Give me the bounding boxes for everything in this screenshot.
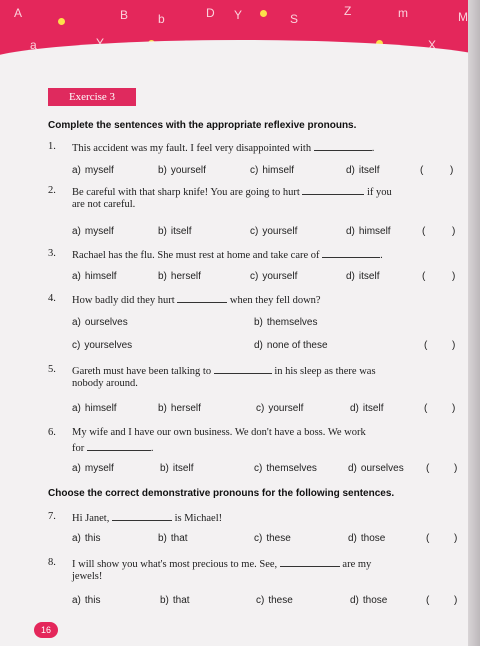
option-a[interactable]: a) myself: [72, 165, 114, 176]
answer-bracket-close: ): [452, 340, 456, 351]
exercise-title: Exercise 3: [48, 88, 136, 106]
page-number: 16: [34, 622, 58, 638]
answer-bracket-close: ): [452, 226, 456, 237]
answer-bracket-close: ): [454, 595, 458, 606]
option-a[interactable]: a) this: [72, 533, 101, 544]
option-c[interactable]: c) himself: [250, 165, 295, 176]
banner-wave: [0, 40, 480, 58]
answer-bracket-close: ): [454, 463, 458, 474]
answer-blank[interactable]: [214, 364, 272, 374]
question-text-part: How badly did they hurt: [72, 295, 175, 306]
option-c[interactable]: c) yourself: [250, 271, 298, 282]
answer-bracket-close: ): [452, 403, 456, 414]
question-number: 5.: [48, 364, 56, 375]
question-text: My wife and I have our own business. We don't have a boss. We work: [72, 427, 366, 438]
option-a[interactable]: a) myself: [72, 463, 114, 474]
banner-letter: A: [14, 6, 23, 20]
question-text-part: Be careful with that sharp knife! You are going to hurt: [72, 187, 300, 198]
option-b[interactable]: b) herself: [158, 271, 201, 282]
question-text-part: .: [150, 443, 154, 454]
option-c[interactable]: c) yourselves: [72, 340, 133, 351]
question-text: [72, 364, 376, 377]
question-number: 4.: [48, 293, 56, 304]
answer-bracket-open: (: [420, 165, 424, 176]
banner-letter: B: [120, 8, 129, 22]
banner-dot: [260, 10, 267, 17]
option-c[interactable]: c) yourself: [256, 403, 304, 414]
option-d[interactable]: d) itself: [350, 403, 384, 414]
question-text-part: if you: [367, 187, 392, 198]
answer-blank[interactable]: [280, 557, 340, 567]
banner-letter: m: [398, 6, 408, 20]
banner-letter: b: [158, 12, 165, 26]
question-text-continued: nobody around.: [72, 378, 138, 389]
question-text-part: when they fell down?: [229, 295, 321, 306]
question-text: [72, 141, 374, 154]
question-text: [72, 557, 371, 570]
option-b[interactable]: b) itself: [158, 226, 192, 237]
option-a[interactable]: a) himself: [72, 271, 117, 282]
option-d[interactable]: d) none of these: [254, 340, 328, 351]
question-number: 6.: [48, 427, 56, 438]
option-d[interactable]: d) itself: [346, 271, 380, 282]
question-text-part: .: [380, 250, 383, 261]
answer-bracket-open: (: [424, 340, 428, 351]
instruction-reflexive: Complete the sentences with the appropriate reflexive pronouns.: [48, 120, 357, 131]
question-text-part: is Michael!: [174, 513, 223, 524]
answer-bracket-open: (: [422, 226, 426, 237]
question-text: [72, 248, 383, 261]
option-d[interactable]: d) himself: [346, 226, 391, 237]
question-number: 3.: [48, 248, 56, 259]
answer-blank[interactable]: [322, 248, 380, 258]
question-text: [72, 185, 392, 198]
question-text-continued: are not careful.: [72, 199, 136, 210]
option-d[interactable]: d) those: [350, 595, 388, 606]
answer-bracket-open: (: [426, 595, 430, 606]
answer-blank[interactable]: [177, 293, 227, 303]
question-number: 7.: [48, 511, 56, 522]
banner-letter: M: [458, 10, 468, 24]
option-a[interactable]: a) himself: [72, 403, 117, 414]
question-number: 1.: [48, 141, 56, 152]
option-d[interactable]: d) those: [348, 533, 386, 544]
question-text-part: I will show you what's most precious to me. See,: [72, 559, 278, 570]
option-b[interactable]: b) yourself: [158, 165, 206, 176]
answer-bracket-open: (: [422, 271, 426, 282]
book-spine: [468, 0, 480, 646]
answer-bracket-close: ): [450, 165, 454, 176]
option-b[interactable]: b) themselves: [254, 317, 318, 328]
answer-bracket-open: (: [426, 533, 430, 544]
option-d[interactable]: d) itself: [346, 165, 380, 176]
answer-bracket-open: (: [424, 403, 428, 414]
option-c[interactable]: c) themselves: [254, 463, 317, 474]
answer-bracket-close: ): [454, 533, 458, 544]
question-text: [72, 511, 222, 524]
banner-letter: a: [30, 38, 37, 52]
question-number: 8.: [48, 557, 56, 568]
answer-bracket-open: (: [426, 463, 430, 474]
question-text-part: in his sleep as there was: [274, 366, 376, 377]
banner-dot: [58, 18, 65, 25]
answer-bracket-close: ): [452, 271, 456, 282]
answer-blank[interactable]: [314, 141, 372, 151]
banner-letter: D: [206, 6, 215, 20]
alphabet-banner: [0, 0, 480, 58]
option-c[interactable]: c) these: [256, 595, 293, 606]
banner-letter: S: [290, 12, 299, 26]
banner-letter: Y: [234, 8, 243, 22]
option-c[interactable]: c) these: [254, 533, 291, 544]
answer-blank[interactable]: [112, 511, 172, 521]
answer-blank[interactable]: [87, 441, 151, 451]
option-b[interactable]: b) that: [160, 595, 190, 606]
option-c[interactable]: c) yourself: [250, 226, 298, 237]
banner-letter: Z: [344, 4, 352, 18]
option-b[interactable]: b) itself: [160, 463, 194, 474]
option-a[interactable]: a) myself: [72, 226, 114, 237]
question-text-part: This accident was my fault. I feel very disappointed with: [72, 143, 312, 154]
option-b[interactable]: b) herself: [158, 403, 201, 414]
question-text-part: Rachael has the flu. She must rest at home and take care of: [72, 250, 320, 261]
instruction-demonstrative: Choose the correct demonstrative pronouns for the following sentences.: [48, 488, 395, 499]
question-text: [72, 293, 321, 306]
question-text-part: Gareth must have been talking to: [72, 366, 212, 377]
question-text-part: Hi Janet,: [72, 513, 110, 524]
question-number: 2.: [48, 185, 56, 196]
question-text-continued: jewels!: [72, 571, 103, 582]
question-text-continued: [72, 441, 154, 454]
question-text-part: for: [72, 443, 85, 454]
option-d[interactable]: d) ourselves: [348, 463, 404, 474]
banner-letter: X: [428, 38, 437, 52]
answer-blank[interactable]: [302, 185, 364, 195]
option-a[interactable]: a) ourselves: [72, 317, 128, 328]
option-b[interactable]: b) that: [158, 533, 188, 544]
question-text-part: are my: [342, 559, 372, 570]
question-text-part: .: [371, 143, 375, 154]
option-a[interactable]: a) this: [72, 595, 101, 606]
